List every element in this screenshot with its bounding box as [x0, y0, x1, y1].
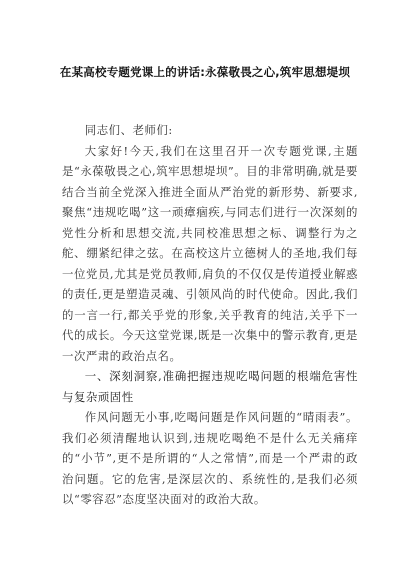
salutation: 同志们、老师们: [84, 123, 173, 137]
document-title: 在某高校专题党课上的讲话:永葆敬畏之心,筑牢思想堤坝 [59, 65, 351, 79]
body-paragraph: 作风问题无小事,吃喝问题是作风问题的“晴雨表”。我们必须清醒地认识到,违规吃喝绝不是什么无关痛痒的“小节”,更不是所谓的“人之常情”,而是一个严肃的政治问题。它的危害,是深层次的、系统性的,是我们必须以“零容忍”态度坚决面对的政治大敌。 [62, 410, 358, 506]
section-heading: 一、深刻洞察,准确把握违规吃喝问题的根端危害性与复杂顽固性 [62, 369, 358, 404]
document-body [62, 120, 358, 510]
body-paragraph: 大家好!今天,我们在这里召开一次专题党课,主题是“永葆敬畏之心,筑牢思想堤坝”。目的非常明确,就是要结合当前全党深入推进全面从严治党的新形势、新要求,聚焦“违规吃喝”这一顽瘴痼疾,与同志们进行一次深刻的党性分析和思想交流,共同校准思想之标、调整行为之舵、绷紧纪律之弦。在高校这片立德树人的圣地,我们每一位党员,尤其是党员教师,肩负的不仅仅是传道授业解惑的责任,更是塑造灵魂、引领风尚的时代使命。因此,我们的一言一行,都关乎党的形象,关乎教育的纯洁,关乎下一代的成长。今天这堂党课,既是一次集中的警示教育,更是一次严肃的政治点名。 [62, 143, 358, 363]
